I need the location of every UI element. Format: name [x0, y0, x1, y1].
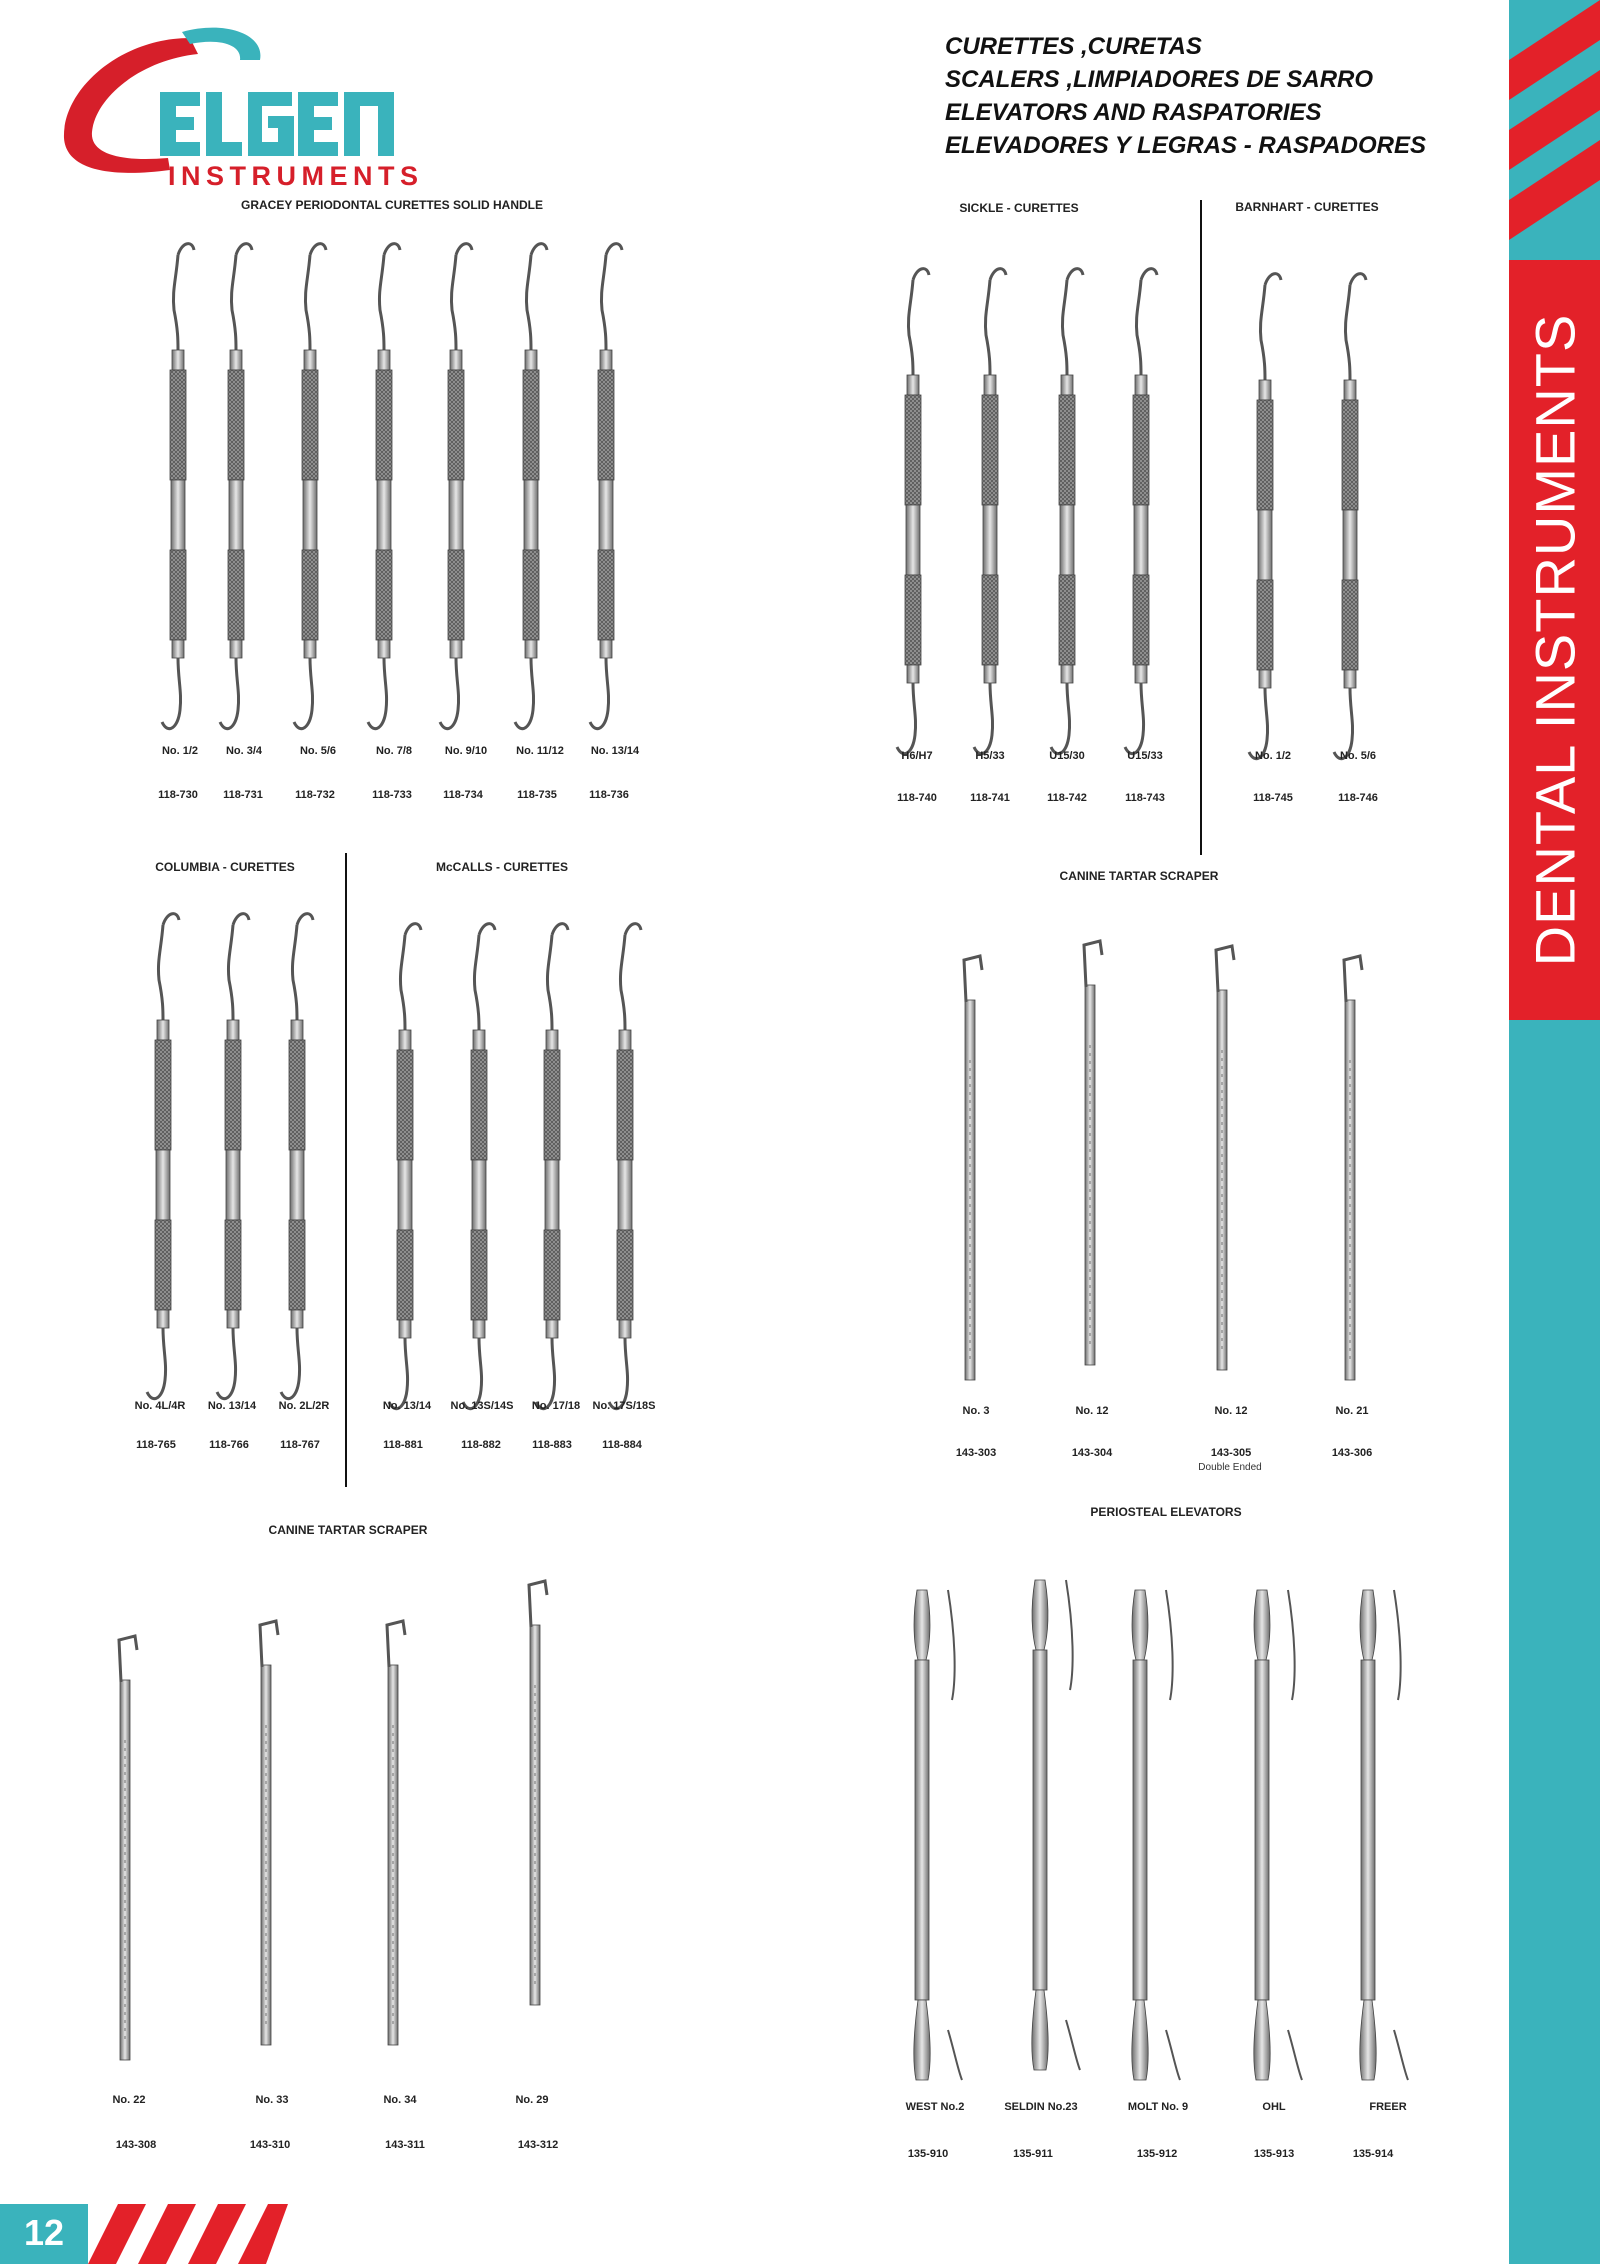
- item-label: No. 21: [1335, 1405, 1369, 1417]
- item-code: 118-741: [970, 792, 1010, 804]
- section-title-mccalls: McCALLS - CURETTES: [436, 860, 568, 874]
- item-label: H5/33: [975, 750, 1005, 762]
- item-code: 118-882: [461, 1439, 501, 1451]
- item-label: FREER: [1369, 2101, 1407, 2113]
- item-label: No. 3: [962, 1405, 990, 1417]
- item-label: No. 33: [255, 2094, 289, 2106]
- item-code: 118-765: [136, 1439, 176, 1451]
- item-code: 118-767: [280, 1439, 320, 1451]
- decorative-stripes-icon: [88, 2204, 288, 2264]
- item-code: 143-303: [955, 1447, 997, 1459]
- item-code: 135-914: [1352, 2148, 1394, 2160]
- item-label: No. 12: [1214, 1405, 1248, 1417]
- item-code: 118-730: [158, 789, 198, 801]
- item-label: No. 5/6: [1339, 750, 1377, 762]
- item-code: 118-740: [897, 792, 937, 804]
- section-title-sickle: SICKLE - CURETTES: [959, 201, 1079, 215]
- item-code: 135-910: [907, 2148, 949, 2160]
- item-code: 118-733: [372, 789, 412, 801]
- item-code: 118-883: [532, 1439, 572, 1451]
- item-code: 118-734: [443, 789, 483, 801]
- item-label: No. 13/14: [382, 1400, 432, 1412]
- item-code: 118-745: [1253, 792, 1293, 804]
- item-label: No. 9/10: [444, 745, 488, 757]
- item-code: 143-310: [249, 2139, 291, 2151]
- item-code: 118-746: [1338, 792, 1378, 804]
- decorative-stripes-icon: [1509, 0, 1600, 260]
- section-title-periosteal: PERIOSTEAL ELEVATORS: [1090, 1505, 1242, 1519]
- item-label: MOLT No. 9: [1127, 2101, 1189, 2113]
- category-label: DENTAL INSTRUMENTS: [1523, 313, 1587, 967]
- page-number: 12: [23, 2212, 65, 2253]
- item-code: 118-766: [209, 1439, 249, 1451]
- item-label: No. 34: [383, 2094, 417, 2106]
- item-code: 118-884: [602, 1439, 642, 1451]
- item-code: 143-304: [1071, 1447, 1113, 1459]
- heading-line: ELEVATORS AND RASPATORIES: [945, 99, 1322, 126]
- item-label: SELDIN No.23: [1004, 2101, 1078, 2113]
- heading-line: ELEVADORES Y LEGRAS - RASPADORES: [945, 132, 1426, 159]
- heading-line: CURETTES ,CURETAS: [945, 33, 1202, 60]
- section-title-barnhart: BARNHART - CURETTES: [1235, 200, 1379, 214]
- side-band: [1509, 0, 1600, 2264]
- item-label: U15/30: [1049, 750, 1085, 762]
- item-code: 118-743: [1125, 792, 1165, 804]
- item-code: 118-735: [517, 789, 557, 801]
- item-code: 143-308: [115, 2139, 157, 2151]
- item-code: 135-912: [1136, 2148, 1178, 2160]
- item-label: No. 4L/4R: [134, 1400, 186, 1412]
- item-label: U15/33: [1127, 750, 1163, 762]
- section-title-gracey: GRACEY PERIODONTAL CURETTES SOLID HANDLE: [240, 198, 544, 212]
- item-label: No. 17S/18S: [592, 1400, 656, 1412]
- item-label: WEST No.2: [905, 2101, 965, 2113]
- item-code: 143-306: [1331, 1447, 1373, 1459]
- item-label: No. 11/12: [516, 745, 564, 757]
- section-title-columbia: COLUMBIA - CURETTES: [155, 860, 295, 874]
- item-label: No. 13S/14S: [450, 1400, 514, 1412]
- item-code: 118-736: [589, 789, 629, 801]
- section-title-canine-scraper: CANINE TARTAR SCRAPER: [1059, 869, 1219, 883]
- item-label: No. 7/8: [375, 745, 413, 757]
- item-label: No. 12: [1075, 1405, 1109, 1417]
- item-code: 143-311: [385, 2139, 425, 2151]
- item-label: No. 29: [515, 2094, 549, 2106]
- item-label: No. 17/18: [531, 1400, 581, 1412]
- item-code: 118-742: [1047, 792, 1087, 804]
- item-label: No. 13/14: [590, 745, 640, 757]
- item-code: 118-732: [295, 789, 335, 801]
- item-label: OHL: [1262, 2101, 1286, 2113]
- item-label: No. 1/2: [1254, 750, 1292, 762]
- item-label: No. 13/14: [207, 1400, 257, 1412]
- item-code: 118-731: [223, 789, 263, 801]
- item-code: 143-312: [517, 2139, 559, 2151]
- item-label: No. 22: [112, 2094, 146, 2106]
- item-code: 135-913: [1253, 2148, 1295, 2160]
- brand-subtitle: INSTRUMENTS: [168, 161, 424, 191]
- item-code: 135-911: [1013, 2148, 1053, 2160]
- item-label: No. 1/2: [161, 745, 199, 757]
- item-label: No. 5/6: [299, 745, 337, 757]
- item-label: No. 3/4: [225, 745, 263, 757]
- section-title-canine-scraper: CANINE TARTAR SCRAPER: [268, 1523, 428, 1537]
- item-label: No. 2L/2R: [278, 1400, 330, 1412]
- item-label: H6/H7: [901, 750, 933, 762]
- item-note: Double Ended: [1198, 1462, 1262, 1473]
- heading-line: SCALERS ,LIMPIADORES DE SARRO: [945, 66, 1374, 93]
- item-code: 118-881: [383, 1439, 423, 1451]
- item-code: 143-305: [1210, 1447, 1252, 1459]
